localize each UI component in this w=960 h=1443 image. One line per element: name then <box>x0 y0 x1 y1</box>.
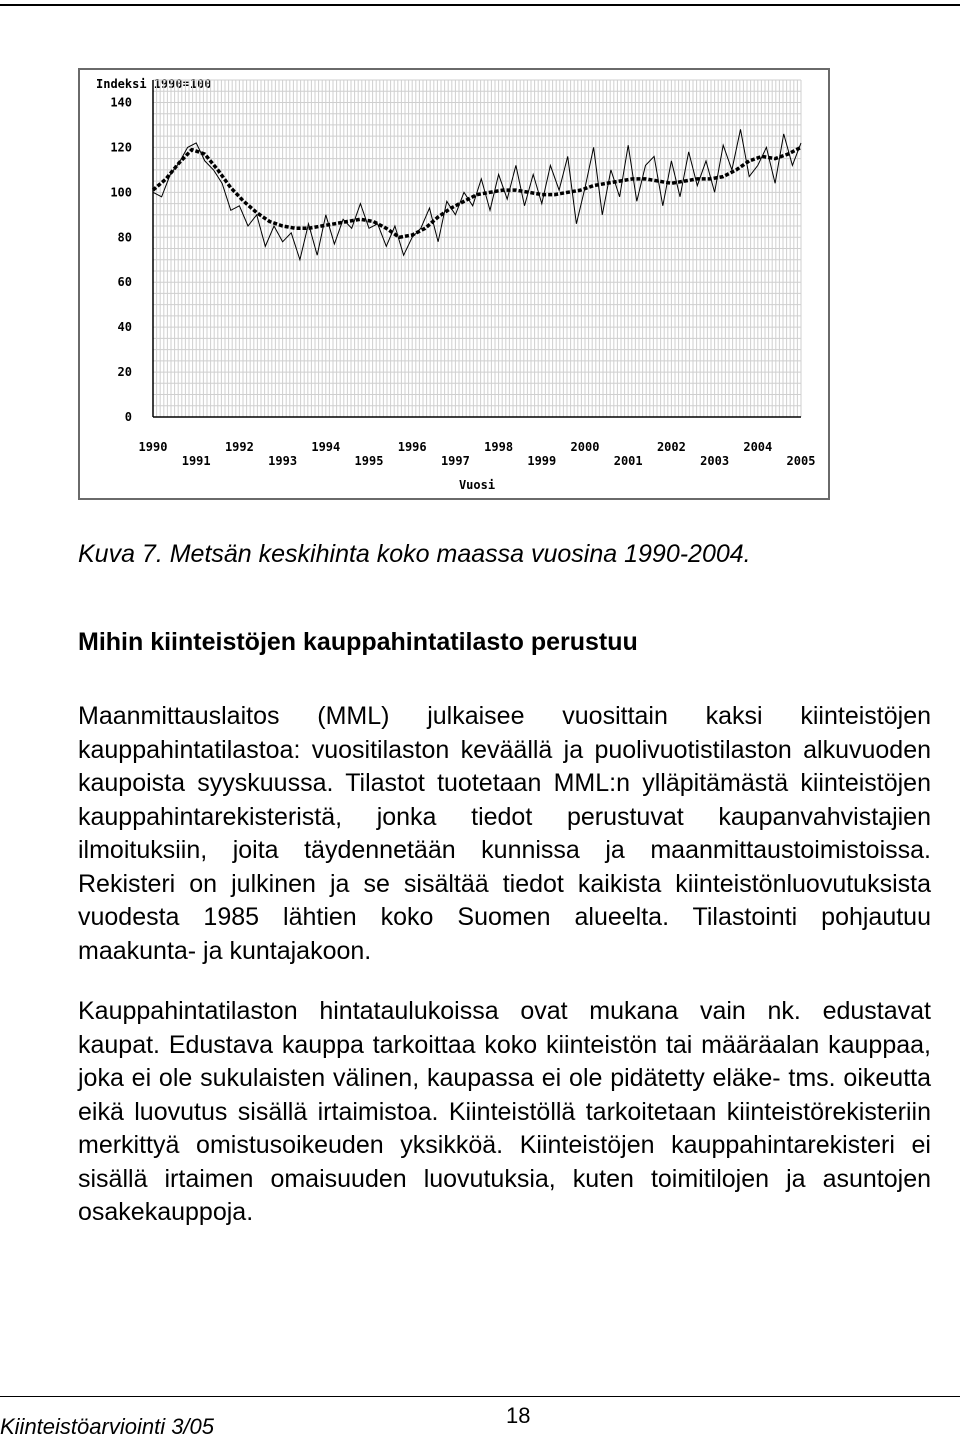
paragraph-mml-statistics: Maanmittauslaitos (MML) julkaisee vuosittain kaksi kiinteistöjen kauppahintatilastoa: vuositilaston keväällä ja puolivuotistilaston alkuvuoden kaupoista syyskuussa. Tilastot tuotetaan MML:n ylläpitämästä kiinteistöjen kauppahintarekisteristä, jonka tiedot perustuvat kaupanvahvistajien ilmoituksiin, joita täydennetään kunnissa ja maanmittaustoimistoissa. Rekisteri on julkinen ja se sisältää tiedot kaikista kiinteistönluovutuksista vuodesta 1985 lähtien koko Suomen alueelta. Tilastointi pohjautuu maakunta- ja kuntajakoon. <box>78 702 931 965</box>
x-tick-label: 1996 <box>397 440 427 454</box>
x-tick-label: 1992 <box>224 440 254 454</box>
y-tick-label: 0 <box>124 410 132 424</box>
y-tick-label: 80 <box>117 230 132 245</box>
chart-ylabel: Indeksi 1990=100 <box>96 77 212 91</box>
x-tick-label: 1993 <box>268 454 298 468</box>
y-tick-label: 100 <box>110 185 132 200</box>
top-rule <box>0 4 960 6</box>
x-tick-label: 1997 <box>440 454 470 468</box>
y-tick-label: 140 <box>110 95 132 110</box>
chart-xlabel: Vuosi <box>458 478 496 492</box>
footer-publication: Kiinteistöarviointi 3/05 <box>0 1414 215 1439</box>
x-tick-label: 2002 <box>656 440 686 454</box>
footer-rule <box>0 1396 960 1397</box>
x-tick-label: 2001 <box>613 454 643 468</box>
paragraph-representative-sales: Kauppahintatilaston hintataulukoissa ovat mukana vain nk. edustavat kaupat. Edustava kauppa tarkoittaa koko kiinteistön tai määräalan kauppaa, joka ei ole sukulaisten välinen, kaupassa ei ole pidätetty eläke- tms. oikeutta eikä luovutus sisällä irtaimistoa. Kiinteistöllä tarkoitetaan kiinteistörekisteriin merkittyä omistusoikeuden yksikköä. Kiinteistöjen kauppahintarekisteri ei sisällä irtaimen omaisuuden luovutuksia, kuten toimitilojen ja asuntojen osakekauppoja. <box>78 997 931 1226</box>
section-heading: Mihin kiinteistöjen kauppahintatilasto perustuu <box>78 628 638 656</box>
y-tick-label: 120 <box>110 140 132 155</box>
x-tick-label: 2000 <box>570 440 600 454</box>
chart-canvas <box>80 70 828 498</box>
y-tick-label: 60 <box>117 275 132 290</box>
x-tick-label: 2003 <box>700 454 730 468</box>
x-tick-label: 1998 <box>484 440 514 454</box>
x-tick-label: 1995 <box>354 454 384 468</box>
y-tick-label: 40 <box>117 320 132 335</box>
x-tick-label: 1991 <box>181 454 211 468</box>
x-tick-label: 2004 <box>743 440 773 454</box>
price-index-chart <box>78 68 830 500</box>
x-tick-label: 2005 <box>786 454 816 468</box>
x-tick-label: 1994 <box>311 440 341 454</box>
y-tick-label: 20 <box>117 365 132 380</box>
figure-caption: Kuva 7. Metsän keskihinta koko maassa vuosina 1990-2004. <box>78 540 751 568</box>
x-tick-label: 1999 <box>527 454 557 468</box>
x-tick-label: 1990 <box>138 440 168 454</box>
page-number: 18 <box>506 1403 531 1428</box>
